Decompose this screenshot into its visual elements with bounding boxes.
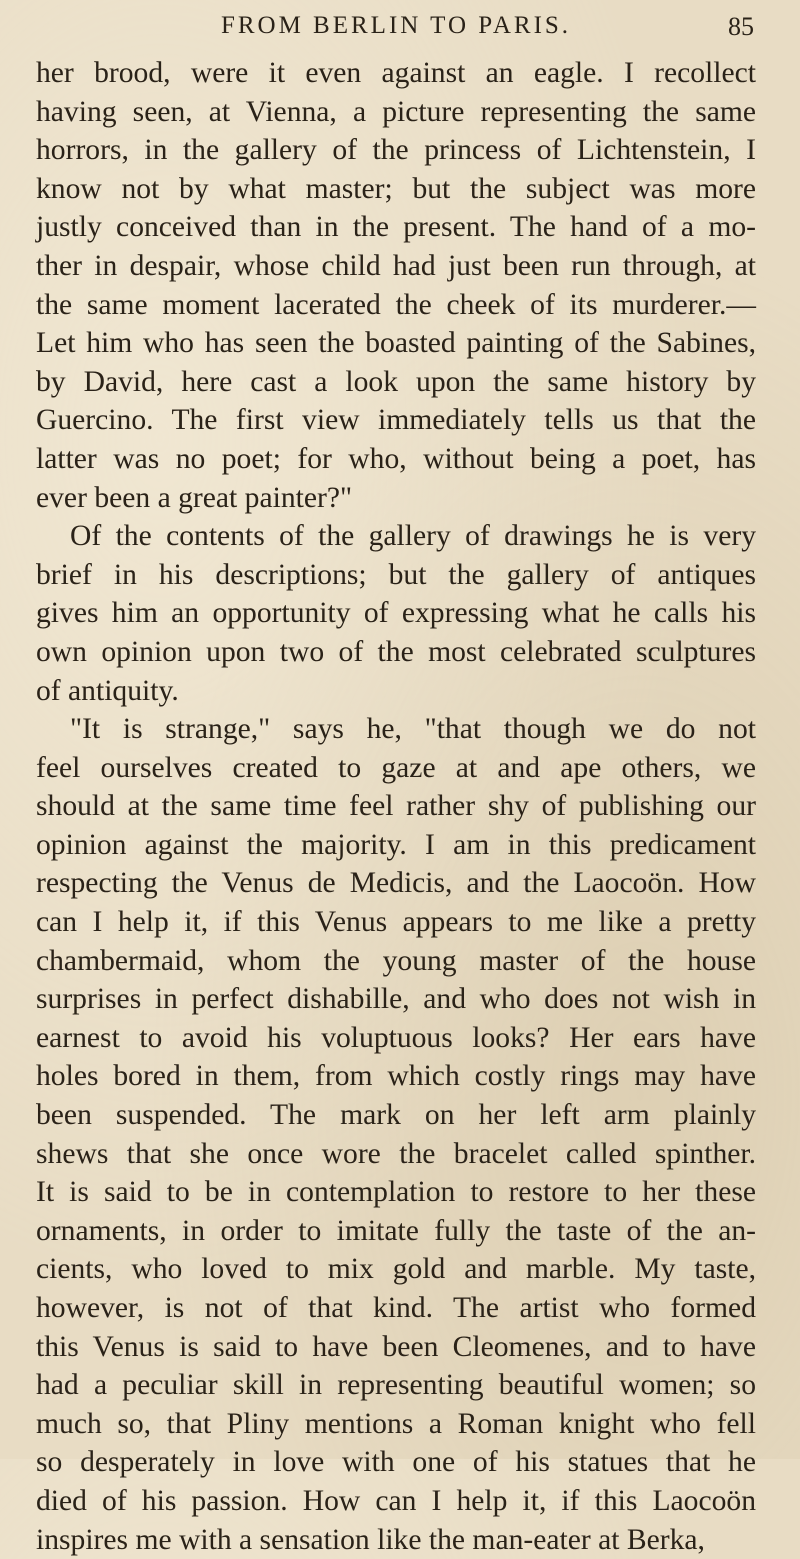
- text-line: so desperately in love with one of his statues that he: [36, 1446, 756, 1479]
- text-line: inspires me with a sensation like the man-eater at Berka,: [36, 1523, 705, 1556]
- text-line: been suspended. The mark on her left arm plainly: [36, 1099, 756, 1132]
- text-line: having seen, at Vienna, a picture representing the same: [36, 95, 756, 128]
- text-line: gives him an opportunity of expressing what he calls his: [36, 597, 756, 630]
- text-line: her brood, were it even against an eagle. I recollect: [36, 57, 756, 89]
- text-line: justly conceived than in the present. The hand of a mo-: [36, 211, 756, 244]
- text-line: cients, who loved to mix gold and marble. My taste,: [36, 1253, 756, 1286]
- text-line: however, is not of that kind. The artist who formed: [36, 1292, 756, 1324]
- running-title: FROM BERLIN TO PARIS.: [220, 12, 572, 39]
- body-text: [36, 54, 756, 1559]
- text-line: had a peculiar skill in representing beautiful women; so: [36, 1369, 756, 1402]
- text-line: ther in despair, whose child had just been run through, at: [36, 249, 756, 282]
- text-line: the same moment lacerated the cheek of its murderer.—: [36, 288, 756, 321]
- text-line: ever been a great painter?": [36, 481, 353, 514]
- running-head: [36, 8, 756, 54]
- text-line: earnest to avoid his voluptuous looks? Her ears have: [36, 1021, 756, 1054]
- text-line: It is said to be in contemplation to restore to her these: [36, 1176, 756, 1209]
- text-line: died of his passion. How can I help it, if this Laocoön: [36, 1484, 756, 1517]
- text-line: much so, that Pliny mentions a Roman knight who fell: [36, 1407, 756, 1440]
- paragraph: [36, 54, 756, 517]
- text-line: Guercino. The first view immediately tells us that the: [36, 404, 756, 437]
- text-line: holes bored in them, from which costly rings may have: [36, 1060, 756, 1093]
- paragraph: [36, 710, 756, 1559]
- book-page: [36, 8, 756, 1556]
- text-line: brief in his descriptions; but the gallery of antiques: [36, 558, 756, 591]
- text-line: feel ourselves created to gaze at and ape others, we: [36, 751, 756, 784]
- text-line: chambermaid, whom the young master of the house: [36, 944, 756, 977]
- text-line: own opinion upon two of the most celebrated sculptures: [36, 635, 756, 668]
- text-line: respecting the Venus de Medicis, and the Laocoön. How: [36, 867, 756, 900]
- text-line: surprises in perfect dishabille, and who does not wish in: [36, 983, 756, 1016]
- text-line: this Venus is said to have been Cleomenes, and to have: [36, 1330, 756, 1363]
- text-line: shews that she once wore the bracelet called spinther.: [36, 1137, 756, 1170]
- text-line: latter was no poet; for who, without being a poet, has: [36, 442, 756, 475]
- page-number: 85: [728, 12, 754, 41]
- paragraph: [36, 517, 756, 710]
- text-line: opinion against the majority. I am in this predicament: [36, 828, 756, 861]
- text-line: by David, here cast a look upon the same history by: [36, 365, 756, 398]
- text-line: ornaments, in order to imitate fully the taste of the an-: [36, 1214, 756, 1247]
- text-line: horrors, in the gallery of the princess of Lichtenstein, I: [36, 134, 756, 167]
- text-line: can I help it, if this Venus appears to me like a pretty: [36, 906, 756, 939]
- text-line: know not by what master; but the subject was more: [36, 172, 756, 205]
- text-line: Of the contents of the gallery of drawings he is very: [70, 520, 756, 553]
- text-line: Let him who has seen the boasted painting of the Sabines,: [36, 327, 756, 360]
- text-line: "It is strange," says he, "that though we do not: [70, 713, 756, 746]
- text-line: of antiquity.: [36, 674, 179, 707]
- text-line: should at the same time feel rather shy of publishing our: [36, 790, 756, 823]
